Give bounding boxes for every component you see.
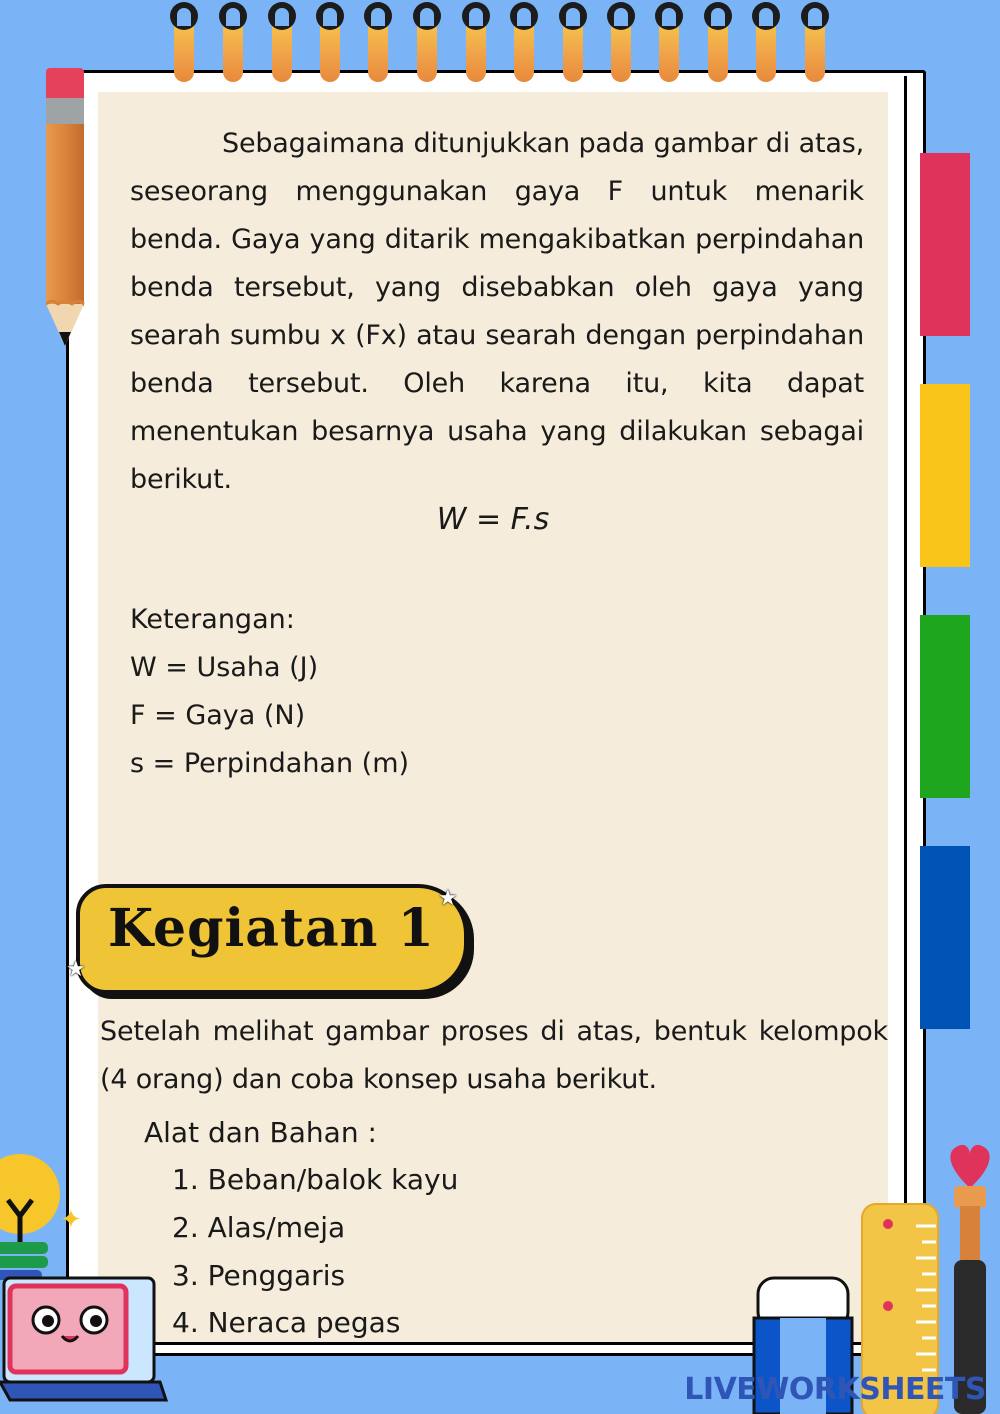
pencil-ferrule	[46, 98, 84, 124]
activity-badge	[76, 884, 468, 994]
watermark-logo: LIVEWORKSHEETS	[684, 1372, 986, 1407]
pencil-eraser	[46, 68, 84, 98]
materials-heading: Alat dan Bahan :	[144, 1116, 377, 1149]
spiral-ring	[607, 2, 635, 82]
activity-title: Kegiatan 1	[108, 898, 435, 959]
spiral-ring	[219, 2, 247, 82]
spiral-ring	[510, 2, 538, 82]
work-formula: W = F.s	[436, 502, 550, 537]
spiral-binding	[0, 0, 1000, 90]
spiral-ring	[462, 2, 490, 82]
lightbulb-icon	[0, 1150, 90, 1290]
spiral-ring	[704, 2, 732, 82]
laptop-icon	[0, 1276, 170, 1406]
materials-item: 4. Neraca pegas	[172, 1306, 401, 1339]
spiral-ring	[559, 2, 587, 82]
spiral-ring	[655, 2, 683, 82]
spiral-ring	[364, 2, 392, 82]
materials-item: 3. Penggaris	[172, 1259, 346, 1292]
materials-item: 2. Alas/meja	[172, 1211, 346, 1244]
tab-yellow[interactable]	[920, 384, 970, 567]
spiral-ring	[413, 2, 441, 82]
pencil-body	[46, 124, 84, 306]
intro-paragraph: Sebagaimana ditunjukkan pada gambar di atas, seseorang menggunakan gaya F untuk menarik benda. Gaya yang ditarik mengakibatkan perpindahan benda tersebut, yang disebabkan oleh gaya yang searah sumbu x (Fx) atau searah dengan perpindahan benda tersebut. Oleh karena itu, kita dapat menentukan besarnya usaha yang dilakukan sebagai berikut.	[130, 128, 864, 495]
spiral-ring	[170, 2, 198, 82]
svg-text:✦: ✦	[60, 1205, 82, 1235]
spiral-ring	[268, 2, 296, 82]
tab-blue[interactable]	[920, 846, 970, 1029]
pencil-tip-icon	[46, 300, 86, 352]
activity-instruction: Setelah melihat gambar proses di atas, bentuk kelompok (4 orang) dan coba konsep usaha berikut.	[100, 1016, 888, 1095]
keterangan-line: F = Gaya (N)	[130, 700, 306, 731]
keterangan-heading: Keterangan:	[130, 604, 295, 635]
spiral-ring	[316, 2, 344, 82]
star-icon: ★	[66, 957, 86, 982]
keterangan-line: W = Usaha (J)	[130, 652, 319, 683]
tab-red[interactable]	[920, 153, 970, 336]
spiral-ring	[801, 2, 829, 82]
keterangan-line: s = Perpindahan (m)	[130, 748, 410, 779]
spiral-ring	[752, 2, 780, 82]
materials-item: 1. Beban/balok kayu	[172, 1163, 459, 1196]
star-icon: ★	[438, 886, 458, 911]
tab-green[interactable]	[920, 615, 970, 798]
